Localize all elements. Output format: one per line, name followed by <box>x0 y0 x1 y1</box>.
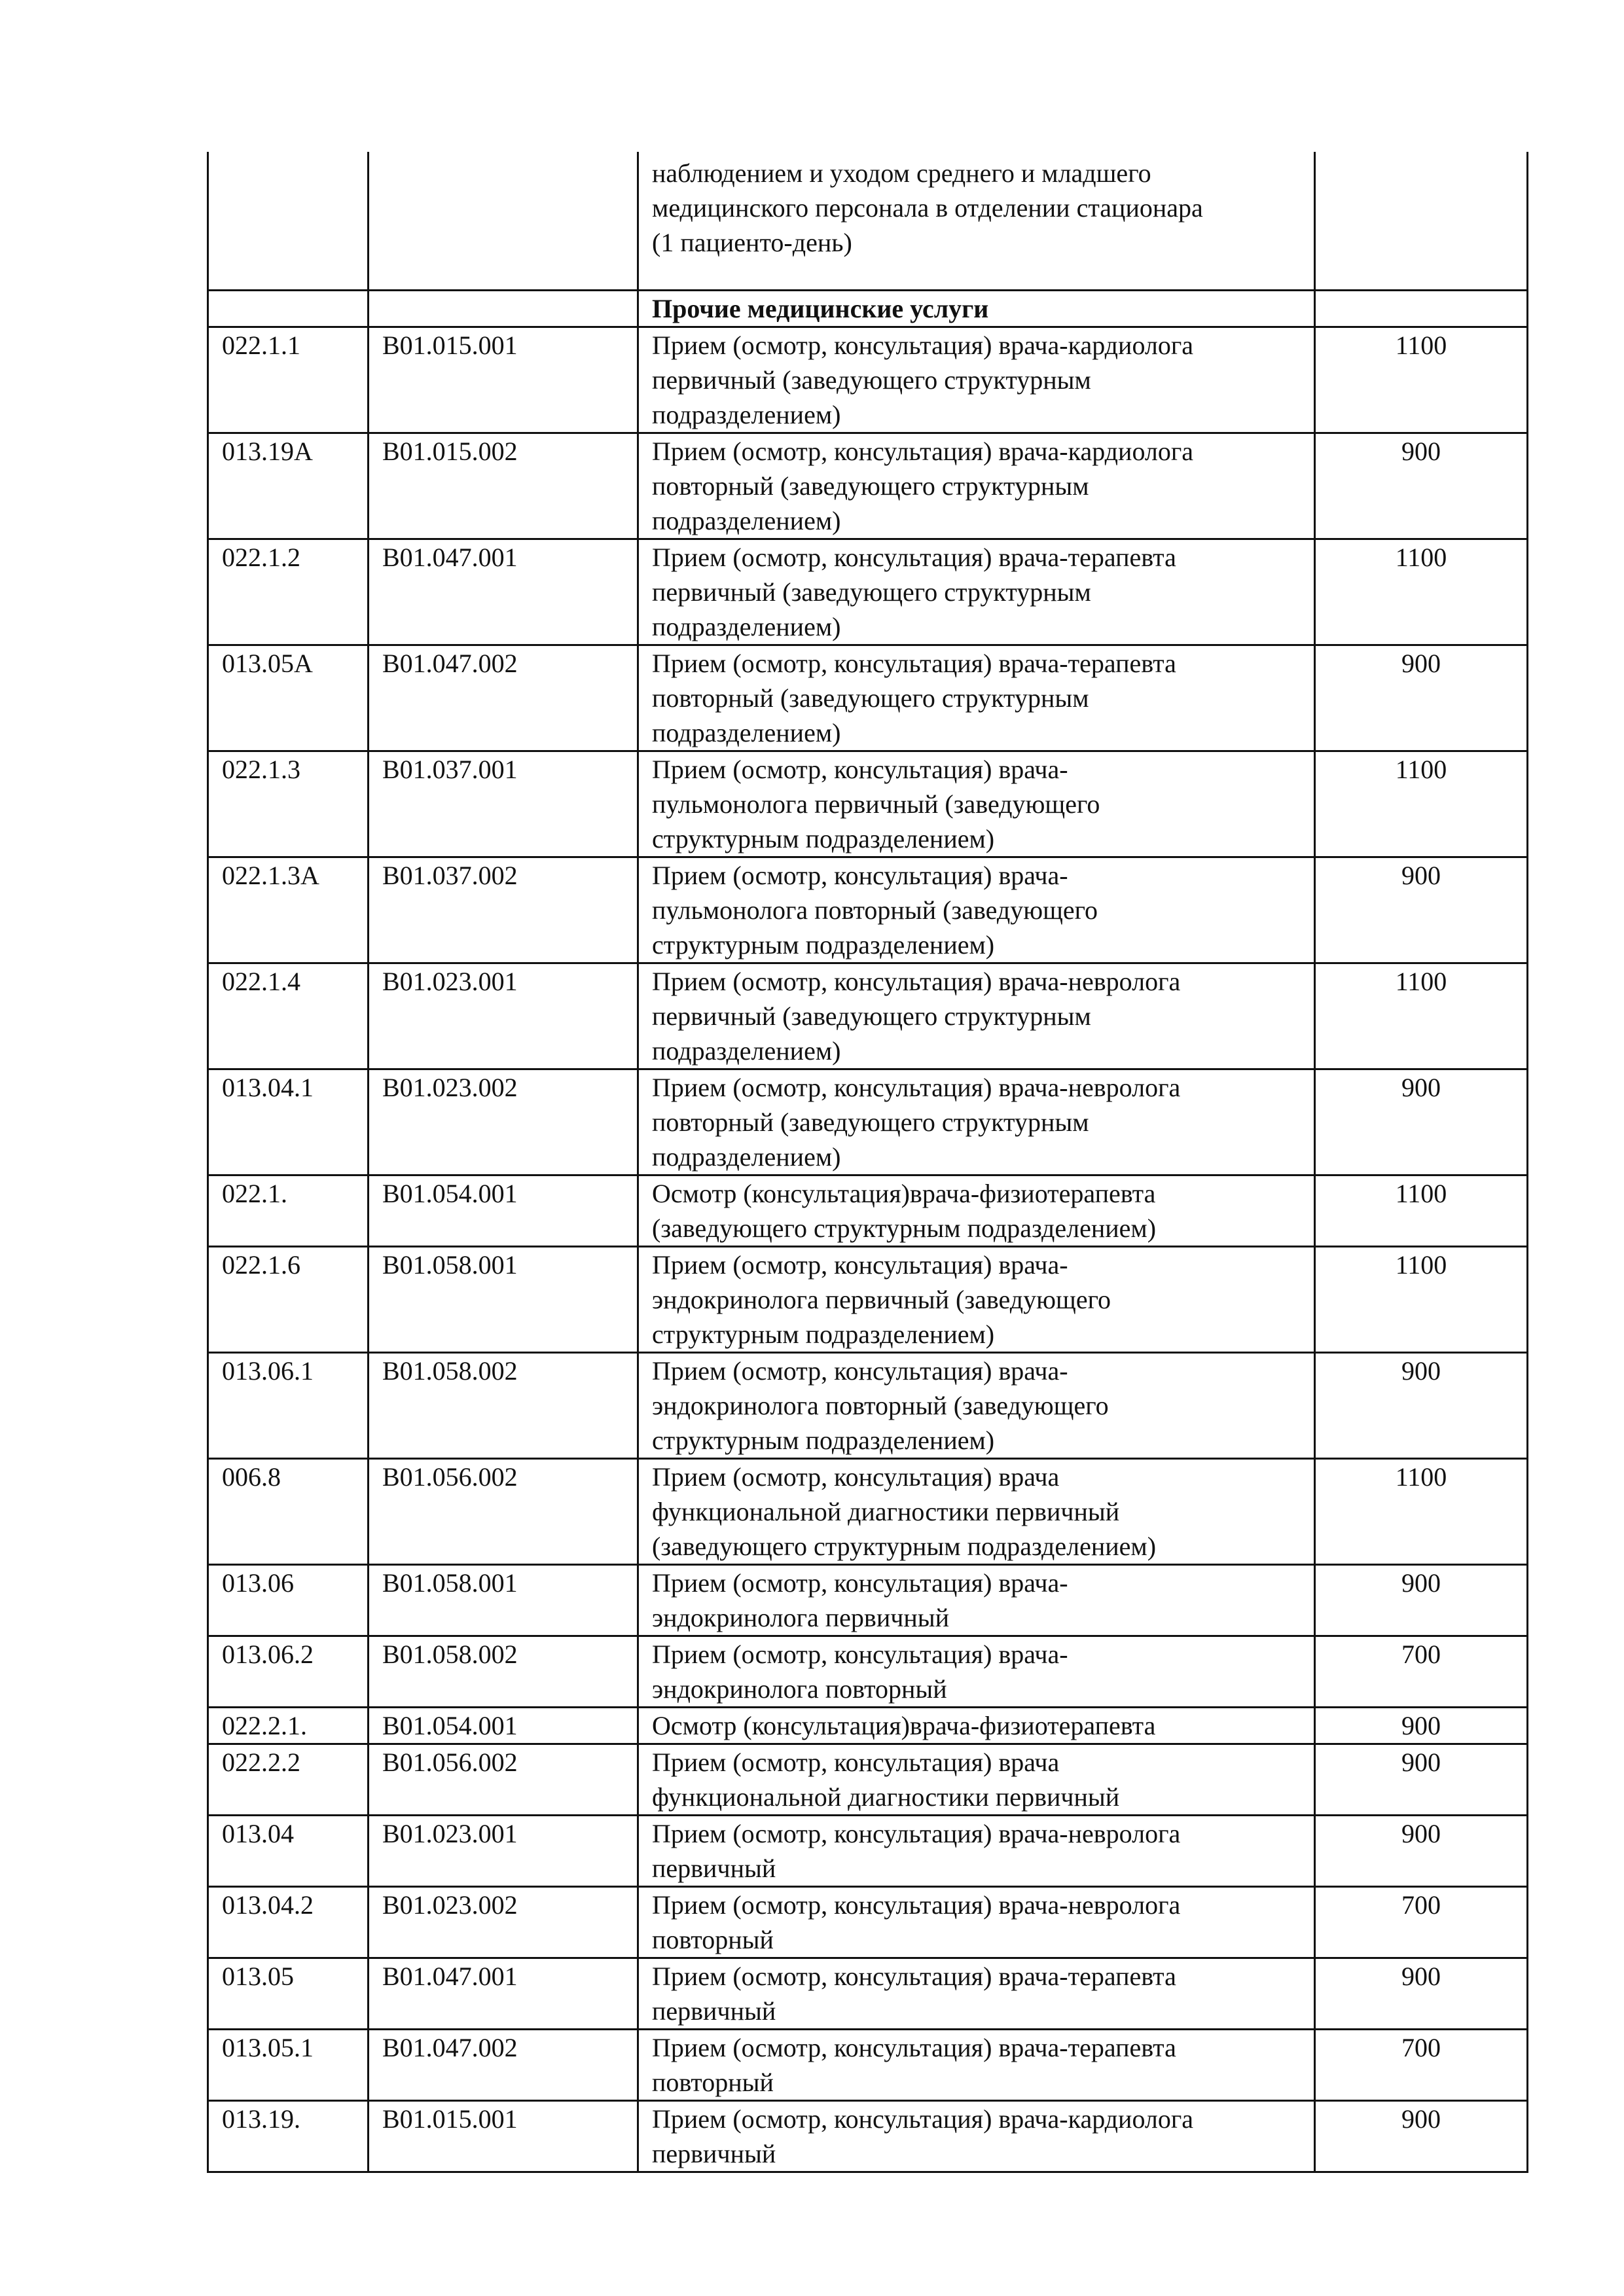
price-cell: 900 <box>1315 1815 1528 1886</box>
table-row <box>208 327 1528 433</box>
service-code-cell <box>369 290 638 327</box>
code-cell: 013.06.1 <box>208 1352 369 1458</box>
code-cell: 013.19. <box>208 2100 369 2172</box>
code-cell: 013.19А <box>208 433 369 539</box>
code-cell: 013.06 <box>208 1564 369 1636</box>
code-cell: 006.8 <box>208 1458 369 1564</box>
code-cell <box>208 290 369 327</box>
service-code-cell: B01.037.001 <box>369 751 638 857</box>
price-cell: 900 <box>1315 1707 1528 1744</box>
table-row <box>208 1886 1528 1958</box>
table-row <box>208 1069 1528 1175</box>
service-name-cell: Прием (осмотр, консультация) врача-терапевта первичный <box>638 1958 1315 2029</box>
table-row <box>208 1458 1528 1564</box>
service-code-cell: B01.058.001 <box>369 1564 638 1636</box>
price-cell: 900 <box>1315 433 1528 539</box>
code-cell: 013.04 <box>208 1815 369 1886</box>
price-cell: 1100 <box>1315 539 1528 645</box>
price-cell <box>1315 290 1528 327</box>
service-code-cell: B01.058.001 <box>369 1246 638 1352</box>
table-row <box>208 1958 1528 2029</box>
price-cell: 900 <box>1315 1564 1528 1636</box>
code-cell: 022.1.1 <box>208 327 369 433</box>
service-code-cell <box>369 152 638 290</box>
continuation-row <box>208 152 1528 290</box>
price-cell: 1100 <box>1315 327 1528 433</box>
price-cell: 900 <box>1315 2100 1528 2172</box>
service-name-cell: Прием (осмотр, консультация) врача-невролога повторный (заведующего структурным подразделением) <box>638 1069 1315 1175</box>
price-cell: 1100 <box>1315 1458 1528 1564</box>
code-cell: 022.1.3 <box>208 751 369 857</box>
service-code-cell: B01.047.001 <box>369 539 638 645</box>
code-cell: 022.2.2 <box>208 1744 369 1815</box>
service-name-cell: Прием (осмотр, консультация) врача функциональной диагностики первичный <box>638 1744 1315 1815</box>
service-name-cell: Прием (осмотр, консультация) врача-невролога первичный (заведующего структурным подразделением) <box>638 963 1315 1069</box>
service-name-cell: Прием (осмотр, консультация) врача-невролога повторный <box>638 1886 1315 1958</box>
price-cell: 700 <box>1315 1636 1528 1707</box>
code-cell: 013.04.2 <box>208 1886 369 1958</box>
service-code-cell: B01.037.002 <box>369 857 638 963</box>
service-code-cell: B01.023.002 <box>369 1886 638 1958</box>
service-name-cell: Прием (осмотр, консультация) врача- эндокринолога первичный <box>638 1564 1315 1636</box>
service-code-cell: B01.054.001 <box>369 1707 638 1744</box>
service-code-cell: B01.058.002 <box>369 1352 638 1458</box>
price-cell: 700 <box>1315 1886 1528 1958</box>
service-code-cell: B01.023.001 <box>369 963 638 1069</box>
code-cell: 022.1.6 <box>208 1246 369 1352</box>
price-cell: 900 <box>1315 1744 1528 1815</box>
service-code-cell: B01.047.001 <box>369 1958 638 2029</box>
service-code-cell: B01.056.002 <box>369 1458 638 1564</box>
code-cell: 022.2.1. <box>208 1707 369 1744</box>
service-name-cell: Прием (осмотр, консультация) врача-терапевта повторный (заведующего структурным подразделением) <box>638 645 1315 751</box>
service-code-cell: B01.047.002 <box>369 645 638 751</box>
price-list-table <box>207 152 1528 2173</box>
service-name-cell: Прием (осмотр, консультация) врача-терапевта первичный (заведующего структурным подразделением) <box>638 539 1315 645</box>
service-name-cell: Прием (осмотр, консультация) врача-невролога первичный <box>638 1815 1315 1886</box>
service-name-cell: Прием (осмотр, консультация) врача- пульмонолога повторный (заведующего структурным подразделением) <box>638 857 1315 963</box>
service-code-cell: B01.015.001 <box>369 2100 638 2172</box>
service-code-cell: B01.023.002 <box>369 1069 638 1175</box>
price-cell: 900 <box>1315 1958 1528 2029</box>
table-row <box>208 1352 1528 1458</box>
service-code-cell: B01.058.002 <box>369 1636 638 1707</box>
price-cell <box>1315 152 1528 290</box>
table-body <box>208 152 1528 2172</box>
service-name-cell: Осмотр (консультация)врача-физиотерапевта <box>638 1707 1315 1744</box>
section-header-row <box>208 290 1528 327</box>
code-cell: 022.1. <box>208 1175 369 1246</box>
code-cell: 013.05А <box>208 645 369 751</box>
table-row <box>208 1636 1528 1707</box>
service-name-cell: Прием (осмотр, консультация) врача-кардиолога первичный (заведующего структурным подразделением) <box>638 327 1315 433</box>
price-cell: 900 <box>1315 857 1528 963</box>
price-cell: 1100 <box>1315 963 1528 1069</box>
service-name-cell: Осмотр (консультация)врача-физиотерапевта (заведующего структурным подразделением) <box>638 1175 1315 1246</box>
service-name-cell: Прием (осмотр, консультация) врача- пульмонолога первичный (заведующего структурным подразделением) <box>638 751 1315 857</box>
service-code-cell: B01.047.002 <box>369 2029 638 2100</box>
table-row <box>208 2100 1528 2172</box>
price-cell: 1100 <box>1315 1175 1528 1246</box>
service-name-cell: Прием (осмотр, консультация) врача- эндокринолога повторный <box>638 1636 1315 1707</box>
service-name-cell: Прием (осмотр, консультация) врача-терапевта повторный <box>638 2029 1315 2100</box>
table-row <box>208 1744 1528 1815</box>
code-cell: 013.05 <box>208 1958 369 2029</box>
service-name-cell: Прием (осмотр, консультация) врача- эндокринолога повторный (заведующего структурным подразделением) <box>638 1352 1315 1458</box>
table-row <box>208 857 1528 963</box>
service-name-cell: Прием (осмотр, консультация) врача-кардиолога повторный (заведующего структурным подразделением) <box>638 433 1315 539</box>
table-row <box>208 1175 1528 1246</box>
table-row <box>208 751 1528 857</box>
code-cell: 013.04.1 <box>208 1069 369 1175</box>
service-code-cell: B01.054.001 <box>369 1175 638 1246</box>
service-code-cell: B01.015.001 <box>369 327 638 433</box>
service-code-cell: B01.015.002 <box>369 433 638 539</box>
price-cell: 700 <box>1315 2029 1528 2100</box>
price-cell: 900 <box>1315 1352 1528 1458</box>
table-row <box>208 1246 1528 1352</box>
service-code-cell: B01.023.001 <box>369 1815 638 1886</box>
code-cell: 022.1.3А <box>208 857 369 963</box>
price-cell: 900 <box>1315 645 1528 751</box>
code-cell: 022.1.2 <box>208 539 369 645</box>
price-cell: 1100 <box>1315 751 1528 857</box>
table-row <box>208 645 1528 751</box>
code-cell: 013.06.2 <box>208 1636 369 1707</box>
table-row <box>208 1815 1528 1886</box>
table-row <box>208 433 1528 539</box>
table-row <box>208 1564 1528 1636</box>
table-row <box>208 539 1528 645</box>
service-name-cell: Прием (осмотр, консультация) врача- эндокринолога первичный (заведующего структурным подразделением) <box>638 1246 1315 1352</box>
service-name-cell: Прием (осмотр, консультация) врача-кардиолога первичный <box>638 2100 1315 2172</box>
service-code-cell: B01.056.002 <box>369 1744 638 1815</box>
table-row <box>208 2029 1528 2100</box>
code-cell <box>208 152 369 290</box>
code-cell: 013.05.1 <box>208 2029 369 2100</box>
service-name-cell: Прием (осмотр, консультация) врача функциональной диагностики первичный (заведующего структурным подразделением) <box>638 1458 1315 1564</box>
price-cell: 900 <box>1315 1069 1528 1175</box>
code-cell: 022.1.4 <box>208 963 369 1069</box>
service-name-cell: наблюдением и уходом среднего и младшего медицинского персонала в отделении стационара (1 пациенто-день) <box>638 152 1315 290</box>
table-row <box>208 963 1528 1069</box>
table-row <box>208 1707 1528 1744</box>
price-cell: 1100 <box>1315 1246 1528 1352</box>
section-title: Прочие медицинские услуги <box>638 290 1315 327</box>
